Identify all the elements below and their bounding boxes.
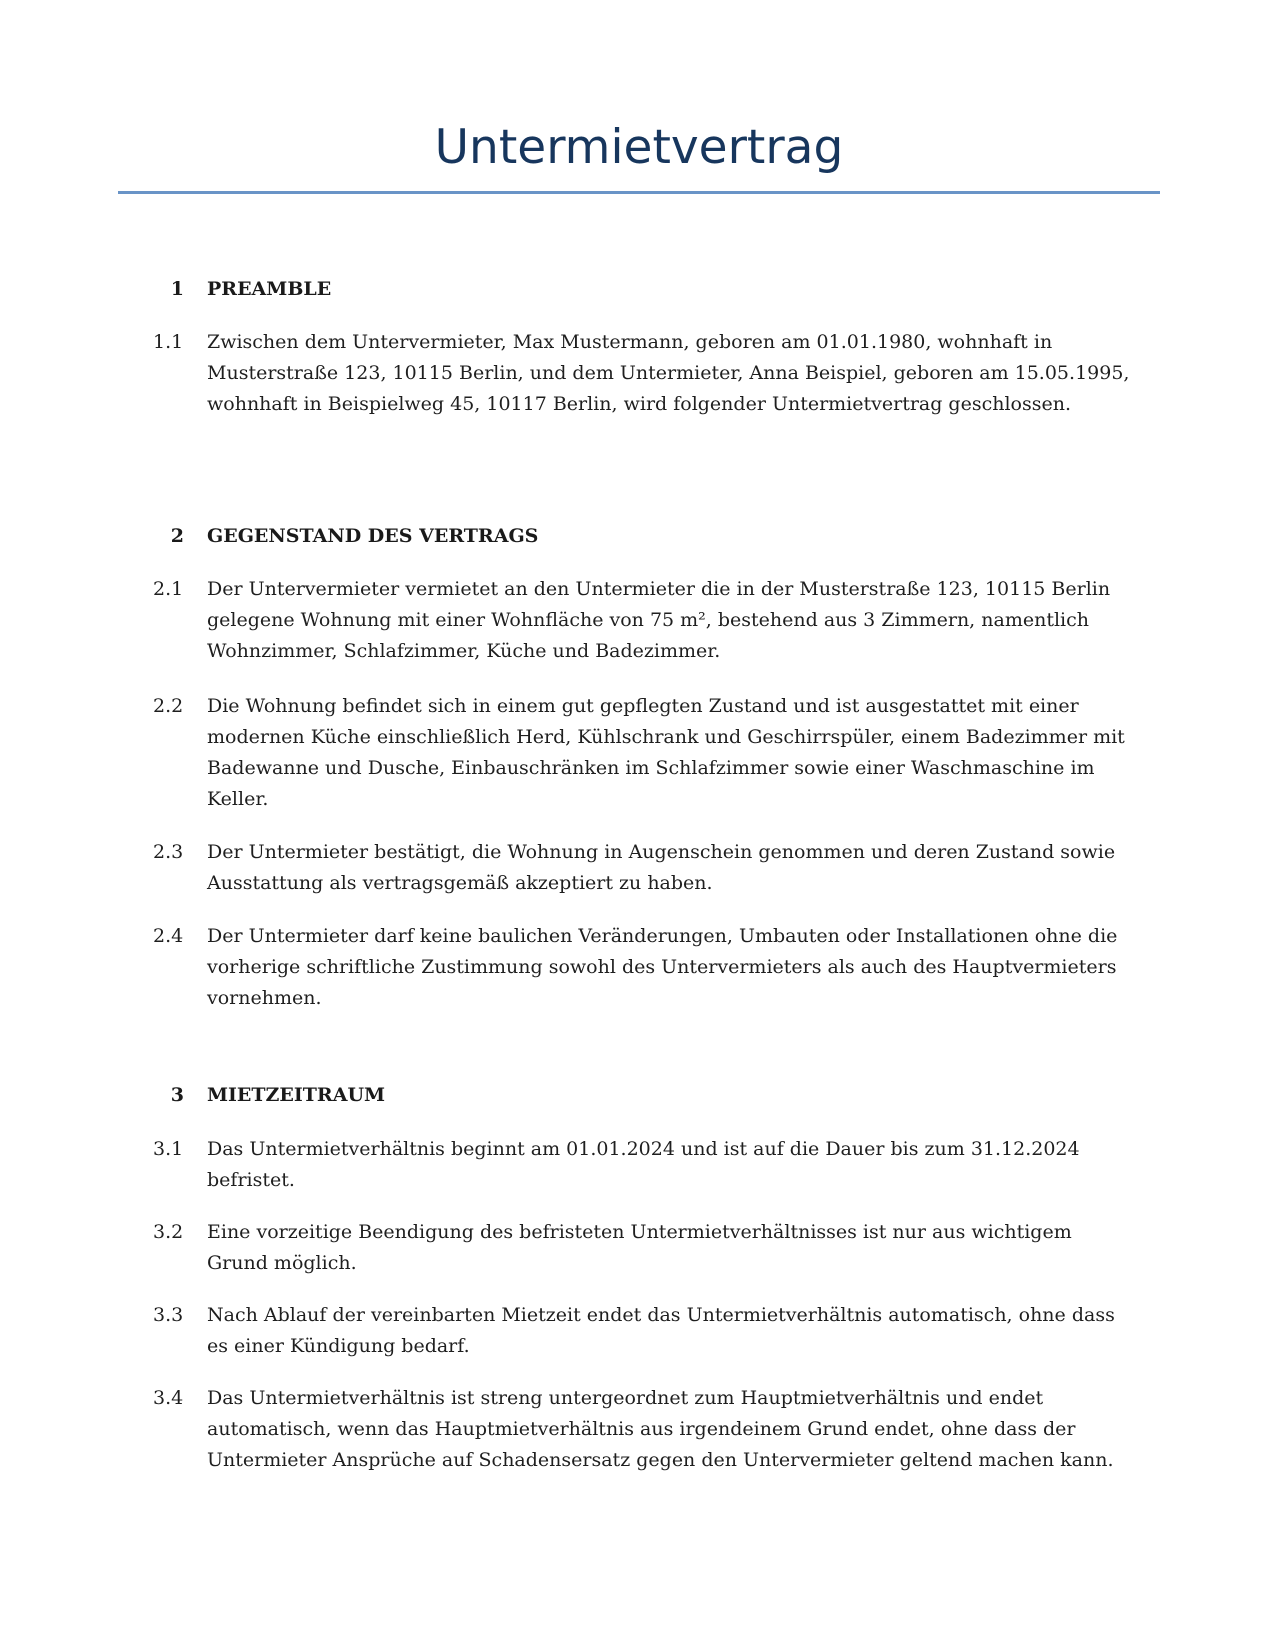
section-title: PREAMBLE xyxy=(207,278,332,300)
clause-number: 2.1 xyxy=(153,578,184,600)
clause-number: 2.3 xyxy=(153,841,184,863)
clause-text: Die Wohnung befindet sich in einem gut gepflegten Zustand und ist ausgestattet mit einer modernen Küche einschließlich Herd, Kühlschrank und Geschirrspüler, einem Badezimmer mit Badewanne und Dusche, Einbauschränken im Schlafzimmer sowie einer Waschmaschine im Keller. xyxy=(207,695,1125,810)
clause-number: 3.2 xyxy=(153,1221,184,1243)
clause-number: 2.4 xyxy=(153,925,184,947)
clause-text: Das Untermietverhältnis ist streng untergeordnet zum Hauptmietverhältnis und endet automatisch, wenn das Hauptmietverhältnis aus irgendeinem Grund endet, ohne dass der Untermieter Ansprüche auf Schadensersatz gegen den Untervermieter geltend machen kann. xyxy=(207,1387,1114,1471)
section-title: MIETZEITRAUM xyxy=(207,1084,386,1106)
clause-text: Der Untermieter darf keine baulichen Veränderungen, Umbauten oder Installationen ohne die vorherige schriftliche Zustimmung sowohl des Untervermieters als auch des Hauptvermieters vornehmen. xyxy=(207,925,1118,1009)
clause-number: 2.2 xyxy=(153,695,184,717)
clause-number: 3.4 xyxy=(153,1387,184,1409)
clause-text: Eine vorzeitige Beendigung des befristeten Untermietverhältnisses ist nur aus wichtigem Grund möglich. xyxy=(207,1221,1072,1274)
section-number: 2 xyxy=(170,525,184,547)
clause-text: Der Untervermieter vermietet an den Untermieter die in der Musterstraße 123, 10115 Berlin gelegene Wohnung mit einer Wohnfläche von 75 m², bestehend aus 3 Zimmern, namentlich Wohnzimmer, Schlafzimmer, Küche und Badezimmer. xyxy=(207,578,1111,662)
section-number: 3 xyxy=(170,1084,184,1106)
clause-text: Nach Ablauf der vereinbarten Mietzeit endet das Untermietverhältnis automatisch, ohne dass es einer Kündigung bedarf. xyxy=(207,1304,1115,1357)
clause-text: Das Untermietverhältnis beginnt am 01.01.2024 und ist auf die Dauer bis zum 31.12.2024 befristet. xyxy=(207,1138,1080,1191)
document-title: Untermietvertrag xyxy=(434,120,844,175)
clause-number: 3.3 xyxy=(153,1304,184,1326)
clause-number: 1.1 xyxy=(153,331,184,353)
title-underline xyxy=(118,191,1160,194)
clause-text: Der Untermieter bestätigt, die Wohnung in Augenschein genommen und deren Zustand sowie Ausstattung als vertragsgemäß akzeptiert zu haben. xyxy=(207,841,1116,894)
section-title: GEGENSTAND DES VERTRAGS xyxy=(207,525,539,547)
clause-number: 3.1 xyxy=(153,1138,184,1160)
clause-text: Zwischen dem Untervermieter, Max Mustermann, geboren am 01.01.1980, wohnhaft in Musterstraße 123, 10115 Berlin, und dem Untermieter, Anna Beispiel, geboren am 15.05.1995, wohnhaft in Beispielweg 45, 10117 Berlin, wird folgender Untermietvertrag geschlossen. xyxy=(207,331,1130,415)
section-number: 1 xyxy=(170,278,184,300)
